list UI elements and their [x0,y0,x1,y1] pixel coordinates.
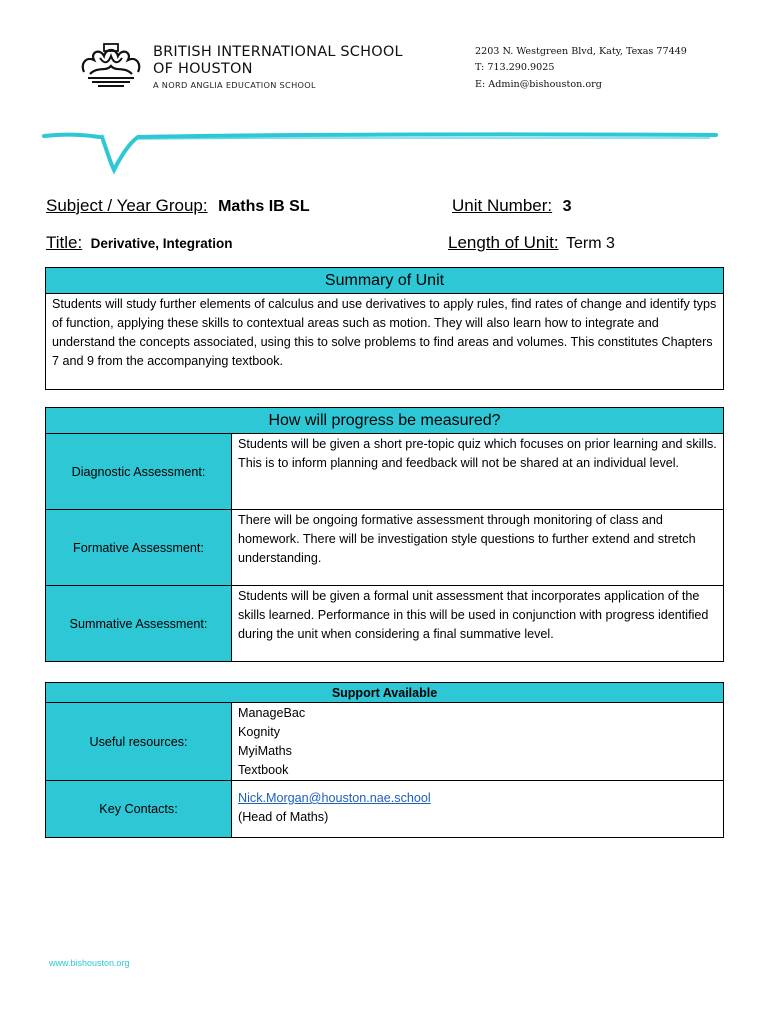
length-label: Length of Unit: [448,233,559,252]
diagnostic-text: Students will be given a short pre-topic quiz which focuses on prior learning and skills. This is to inform planning and feedback will not be shared at an individual level. [232,434,724,510]
school-name-line2: OF HOUSTON [153,61,253,77]
resources-list [232,703,724,781]
summative-text: Students will be given a formal unit assessment that incorporates application of the skills learned. Performance in this will be used in conjunction with progress identified during the unit when considering a final summative level. [232,586,724,662]
table-row [46,781,724,838]
contact-role: (Head of Maths) [238,810,329,824]
contact-email-link[interactable]: Nick.Morgan@houston.nae.school [238,791,431,805]
school-name-line1: BRITISH INTERNATIONAL SCHOOL [153,44,403,60]
school-tagline: A NORD ANGLIA EDUCATION SCHOOL [153,80,316,90]
unit-number-label: Unit Number: [452,196,553,215]
school-crest-logo [78,42,144,90]
title-value: Derivative, Integration [90,236,233,251]
subject-value: Maths IB SL [218,198,310,215]
summative-label: Summative Assessment: [46,586,232,662]
summary-heading: Summary of Unit [46,268,724,294]
length-of-unit-row [448,233,615,253]
decorative-brush-divider [40,122,720,178]
resources-label: Useful resources: [46,703,232,781]
progress-table [45,407,724,662]
list-item: Kognity [238,725,281,739]
footer-website-link[interactable]: www.bishouston.org [49,958,130,968]
title-label: Title: [46,233,83,252]
summary-text: Students will study further elements of calculus and use derivatives to apply rules, find rates of change and identify typs of function, applying these skills to contextual areas such as motion. They will also learn how to integrate and understand the concepts associated, using this to solve problems to find areas and volumes. This constitutes Chapters 7 and 9 from the accompanying textbook. [46,294,724,390]
school-phone: T: 713.290.9025 [475,62,555,73]
title-row [46,233,232,253]
unit-number-value: 3 [562,198,572,215]
table-row [46,510,724,586]
list-item: Textbook [238,763,289,777]
summary-table [45,267,724,390]
formative-text: There will be ongoing formative assessment through monitoring of class and homework. There will be investigation style questions to further extend and stretch understanding. [232,510,724,586]
table-row [46,434,724,510]
diagnostic-label: Diagnostic Assessment: [46,434,232,510]
support-table [45,682,724,838]
table-row [46,703,724,781]
length-value: Term 3 [566,235,615,252]
list-item: MyiMaths [238,744,292,758]
subject-year-group-row [46,196,310,216]
subject-label: Subject / Year Group: [46,196,208,215]
contacts-cell [232,781,724,838]
contacts-label: Key Contacts: [46,781,232,838]
formative-label: Formative Assessment: [46,510,232,586]
table-row [46,586,724,662]
progress-heading: How will progress be measured? [46,408,724,434]
unit-number-row [452,196,572,216]
support-heading: Support Available [46,683,724,703]
school-email: E: Admin@bishouston.org [475,79,602,90]
list-item: ManageBac [238,706,306,720]
school-address: 2203 N. Westgreen Blvd, Katy, Texas 77449 [475,46,687,57]
